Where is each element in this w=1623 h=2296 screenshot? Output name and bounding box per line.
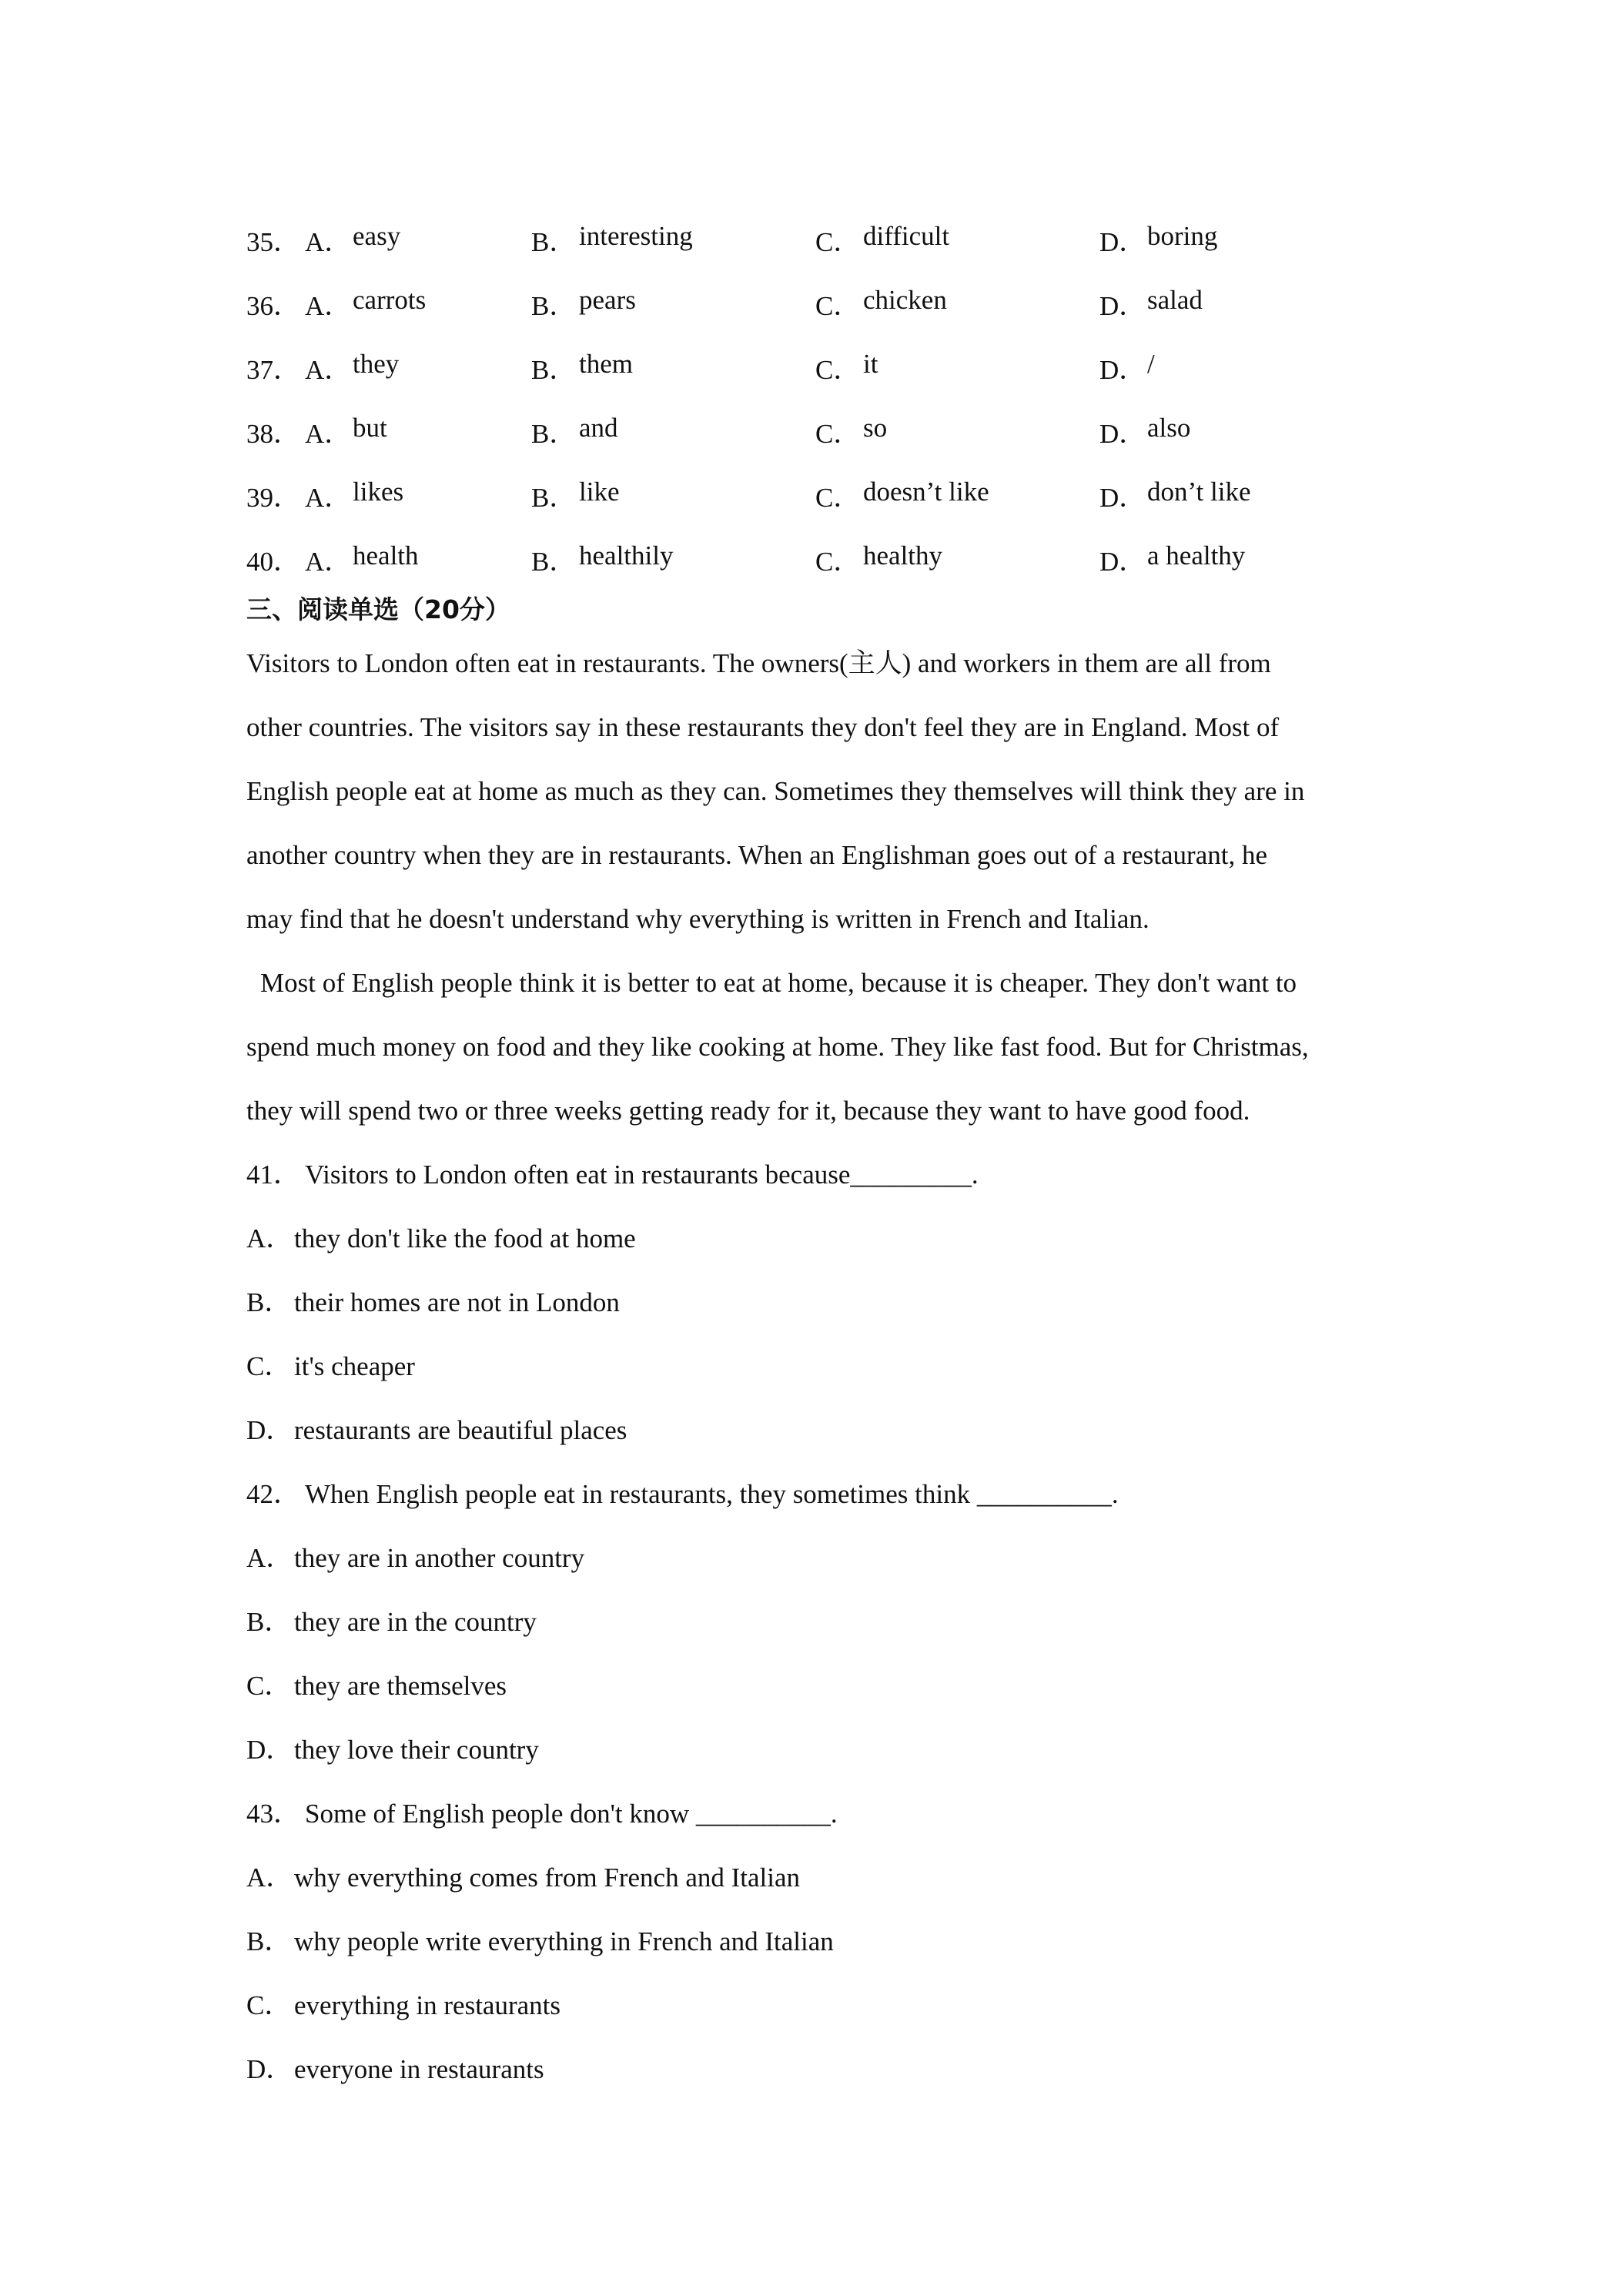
option-a: A． easy: [305, 220, 401, 257]
option-a: A． but: [305, 412, 387, 449]
option-row: [246, 336, 1386, 400]
passage-line: they will spend two or three weeks getting ready for it, because they want to have good food.: [246, 1096, 1250, 1126]
question-number: 42．: [246, 1479, 301, 1509]
exam-page: [246, 208, 1386, 2101]
question-stem: [246, 1143, 1386, 1207]
option-d: D． don’t like: [1099, 476, 1251, 513]
choice-a[interactable]: A．why everything comes from French and Italian: [246, 1863, 801, 1893]
option-d: D． also: [1099, 412, 1191, 449]
reading-passage: [246, 631, 1386, 1143]
option-c: C． difficult: [815, 220, 950, 257]
question-stem: [246, 1462, 1386, 1526]
cloze-options: [246, 208, 1386, 591]
option-a: A． likes: [305, 476, 404, 513]
question-number: 36．: [246, 290, 301, 321]
question-42: [246, 1462, 1386, 1782]
option-a: A． carrots: [305, 284, 427, 321]
question-number: 38．: [246, 418, 301, 449]
option-row: [246, 527, 1386, 591]
passage-line: another country when they are in restaurants. When an Englishman goes out of a restaurant, he: [246, 840, 1268, 870]
choice-c[interactable]: C． it's cheaper: [246, 1351, 415, 1381]
option-a: A． health: [305, 540, 419, 577]
question-text: When English people eat in restaurants, they sometimes think __________.: [305, 1479, 1119, 1509]
passage-line: Visitors to London often eat in restaurants. The owners(主人) and workers in them are all from: [246, 648, 1271, 678]
option-row: [246, 208, 1386, 272]
question-number: 41．: [246, 1160, 301, 1190]
question-43: [246, 1782, 1386, 2101]
option-row: [246, 272, 1386, 336]
choice-d[interactable]: D．everyone in restaurants: [246, 2054, 544, 2084]
choice-d[interactable]: D．they love their country: [246, 1735, 539, 1765]
option-c: C． doesn’t like: [815, 476, 989, 513]
option-d: D． /: [1099, 348, 1155, 385]
option-c: C． it: [815, 348, 878, 385]
section-heading: 三、阅读单选（20分）: [246, 594, 510, 624]
passage-line: English people eat at home as much as they can. Sometimes they themselves will think they are in: [246, 776, 1305, 806]
passage-line: may find that he doesn't understand why everything is written in French and Italian.: [246, 904, 1149, 934]
option-d: D． boring: [1099, 220, 1218, 257]
option-c: C． so: [815, 412, 888, 449]
option-b: B． pears: [531, 284, 636, 321]
option-b: B． and: [531, 412, 618, 449]
question-text: Visitors to London often eat in restaurants because_________.: [305, 1160, 979, 1190]
choice-d[interactable]: D．restaurants are beautiful places: [246, 1415, 627, 1445]
option-a: A． they: [305, 348, 400, 385]
choice-b[interactable]: B． their homes are not in London: [246, 1287, 620, 1317]
option-b: B． them: [531, 348, 633, 385]
question-number: 37．: [246, 354, 301, 385]
option-row: [246, 400, 1386, 464]
passage-line: spend much money on food and they like cooking at home. They like fast food. But for Christmas,: [246, 1032, 1309, 1062]
question-number: 39．: [246, 482, 301, 513]
option-b: B． healthily: [531, 540, 674, 577]
choice-c[interactable]: C． they are themselves: [246, 1671, 507, 1701]
choice-a[interactable]: A．they don't like the food at home: [246, 1223, 636, 1253]
question-number: 43．: [246, 1799, 301, 1829]
choice-b[interactable]: B． why people write everything in French and Italian: [246, 1926, 834, 1956]
question-41: [246, 1143, 1386, 1462]
question-stem: [246, 1782, 1386, 1846]
option-d: D． salad: [1099, 284, 1203, 321]
question-text: Some of English people don't know __________.: [305, 1799, 838, 1829]
question-number: 35．: [246, 226, 301, 257]
passage-line: Most of English people think it is better to eat at home, because it is cheaper. They don't want to: [260, 968, 1297, 998]
option-b: B． like: [531, 476, 620, 513]
option-c: C． chicken: [815, 284, 947, 321]
option-b: B． interesting: [531, 220, 693, 257]
choice-b[interactable]: B． they are in the country: [246, 1607, 537, 1637]
choice-a[interactable]: A．they are in another country: [246, 1543, 585, 1573]
question-number: 40．: [246, 546, 301, 577]
option-c: C． healthy: [815, 540, 943, 577]
option-d: D． a healthy: [1099, 540, 1246, 577]
option-row: [246, 464, 1386, 527]
choice-c[interactable]: C． everything in restaurants: [246, 1990, 561, 2020]
passage-line: other countries. The visitors say in these restaurants they don't feel they are in England. Most of: [246, 712, 1280, 742]
